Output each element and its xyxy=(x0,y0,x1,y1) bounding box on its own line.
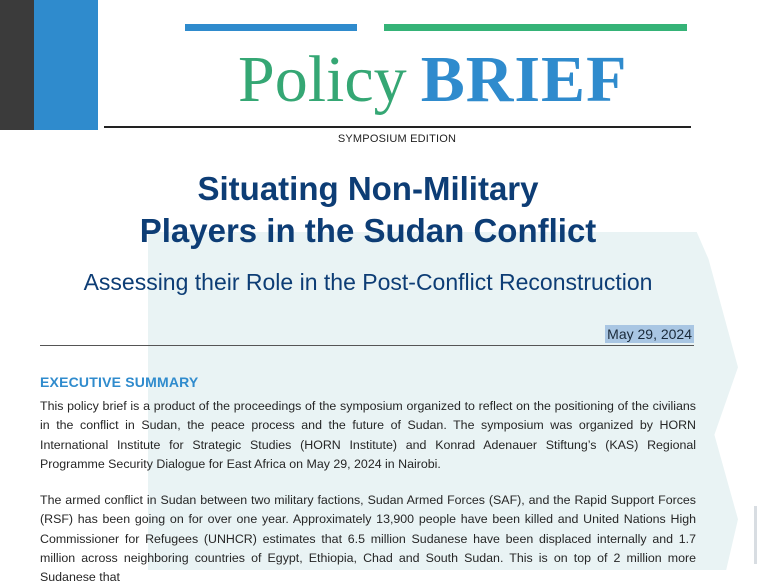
date-divider xyxy=(40,345,694,346)
header-green-rule xyxy=(384,24,687,31)
page-edge-mark xyxy=(754,506,757,564)
title-line-2: Players in the Sudan Conflict xyxy=(139,212,597,249)
executive-summary-heading: EXECUTIVE SUMMARY xyxy=(40,374,199,390)
logo-word-brief: BRIEF xyxy=(420,43,628,116)
policy-brief-logo xyxy=(238,40,627,120)
summary-paragraph-1: This policy brief is a product of the proceedings of the symposium organized to reflect on the positioning of the civilians in the conflict in Sudan, the peace process and the future of Sudan. The symposium was organized by HORN International Institute for Strategic Studies (HORN Institute) and Konrad Adenauer Stiftung’s (KAS) Regional Programme Security Dialogue for East Africa on May 29, 2024 in Nairobi. xyxy=(40,399,696,471)
page-subtitle: Assessing their Role in the Post-Conflict Reconstruction xyxy=(83,269,653,295)
publication-date[interactable]: May 29, 2024 xyxy=(607,326,692,342)
header-dark-bar xyxy=(0,0,34,130)
header-underline xyxy=(104,126,691,128)
summary-paragraph-2: The armed conflict in Sudan between two military factions, Sudan Armed Forces (SAF), and the Rapid Support Forces (RSF) has been going on for over one year. Approximately 13,900 people have been killed and United Nations High Commissioner for Refugees (UNHCR) estimates that 6.5 million Sudanese have been displaced internally and 1.7 million across neighboring countries of Egypt, Ethiopia, Chad and South Sudan. This is on top of 2 million more Sudanese that xyxy=(40,493,696,585)
header-blue-bar xyxy=(34,0,98,130)
page-title xyxy=(0,168,736,252)
title-line-1: Situating Non-Military xyxy=(197,170,539,207)
header-blue-rule xyxy=(185,24,357,31)
edition-label: SYMPOSIUM EDITION xyxy=(337,133,457,145)
logo-word-policy: Policy xyxy=(238,43,407,116)
